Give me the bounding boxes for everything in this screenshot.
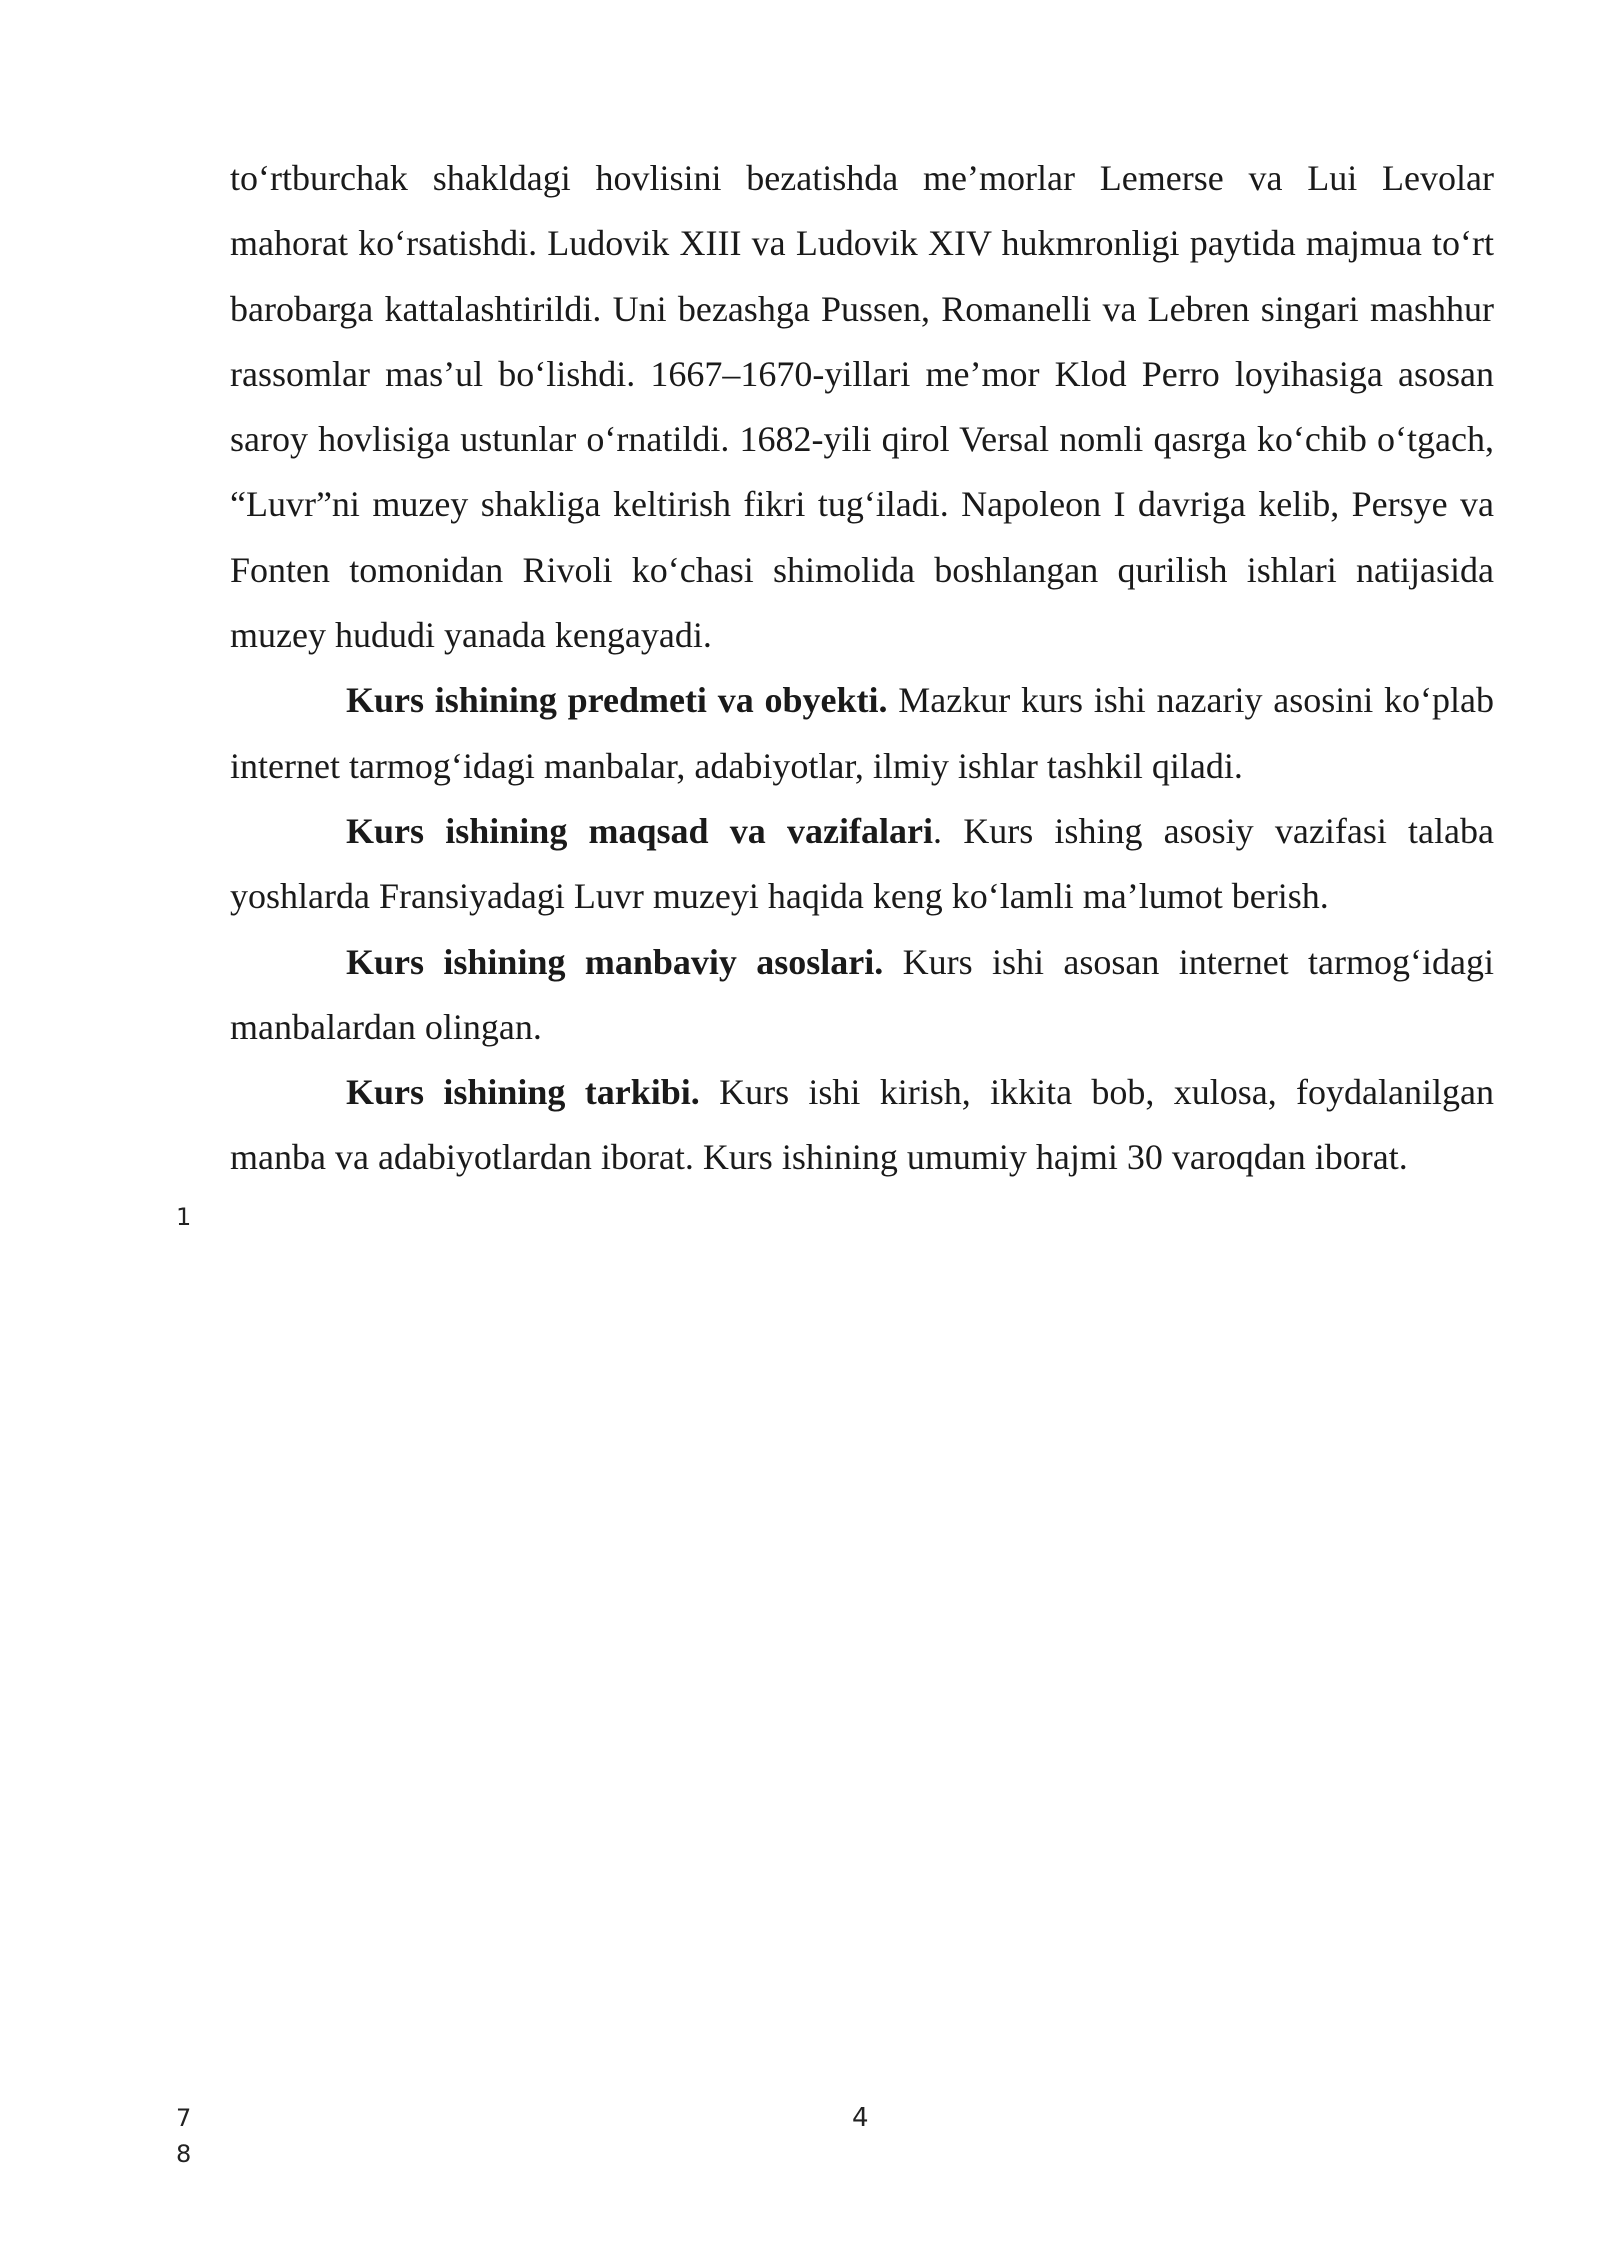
paragraph-structure: [230, 1060, 1494, 1191]
paragraph-text: Kurs ishi asosan internet tarmog‘idagi manbalardan olingan.: [230, 941, 1494, 1047]
paragraph-heading: Kurs ishining tarkibi.: [346, 1072, 700, 1113]
margin-number-lower-second: 8: [176, 2140, 192, 2168]
page-number: 4: [852, 2103, 869, 2133]
paragraph-text: to‘rtburchak shakldagi hovlisini bezatishda me’morlar Lemerse va Lui Levolar mahorat ko‘rsatishdi. Ludovik XIII va Ludovik XIV hukmronligi paytida majmua to‘rt barobarga kattalashtirildi. Uni bezashga Pussen, Romanelli va Lebren singari mashhur rassomlar mas’ul bo‘lishdi. 1667–1670-yillari me’mor Klod Perro loyihasiga asosan saroy hovlisiga ustunlar o‘rnatildi. 1682-yili qirol Versal nomli qasrga ko‘chib o‘tgach, “Luvr”ni muzey shakliga keltirish fikri tug‘iladi. Napoleon I davriga kelib, Persye va Fonten tomonidan Rivoli ko‘chasi shimolida boshlangan qurilish ishlari natijasida muzey hududi yanada kengayadi.: [230, 158, 1494, 656]
paragraph-text: . Kurs ishing asosiy vazifasi talaba yoshlarda Fransiyadagi Luvr muzeyi haqida keng ko‘lamli ma’lumot berish.: [230, 810, 1494, 917]
paragraph-heading: Kurs ishining predmeti va obyekti.: [346, 680, 888, 721]
paragraph-text: Mazkur kurs ishi nazariy asosini ko‘plab internet tarmog‘idagi manbalar, adabiyotlar, ilmiy ishlar tashkil qiladi.: [230, 680, 1494, 786]
paragraph-text: Kurs ishi kirish, ikkita bob, xulosa, foydalanilgan manba va adabiyotlardan iborat. Kurs ishining umumiy hajmi 30 varoqdan iborat.: [230, 1072, 1494, 1178]
margin-number-upper: 1: [176, 1203, 192, 1231]
paragraph-sources: [230, 930, 1494, 1061]
paragraph-heading: Kurs ishining maqsad va vazifalari: [346, 810, 933, 851]
paragraph-goals-tasks: [230, 799, 1494, 930]
document-body: [230, 146, 1494, 1191]
margin-number-lower-first: 7: [176, 2104, 192, 2132]
paragraph-subject-object: [230, 668, 1494, 799]
paragraph-luvr-history: [230, 146, 1494, 668]
paragraph-heading: Kurs ishining manbaviy asoslari.: [346, 941, 884, 982]
